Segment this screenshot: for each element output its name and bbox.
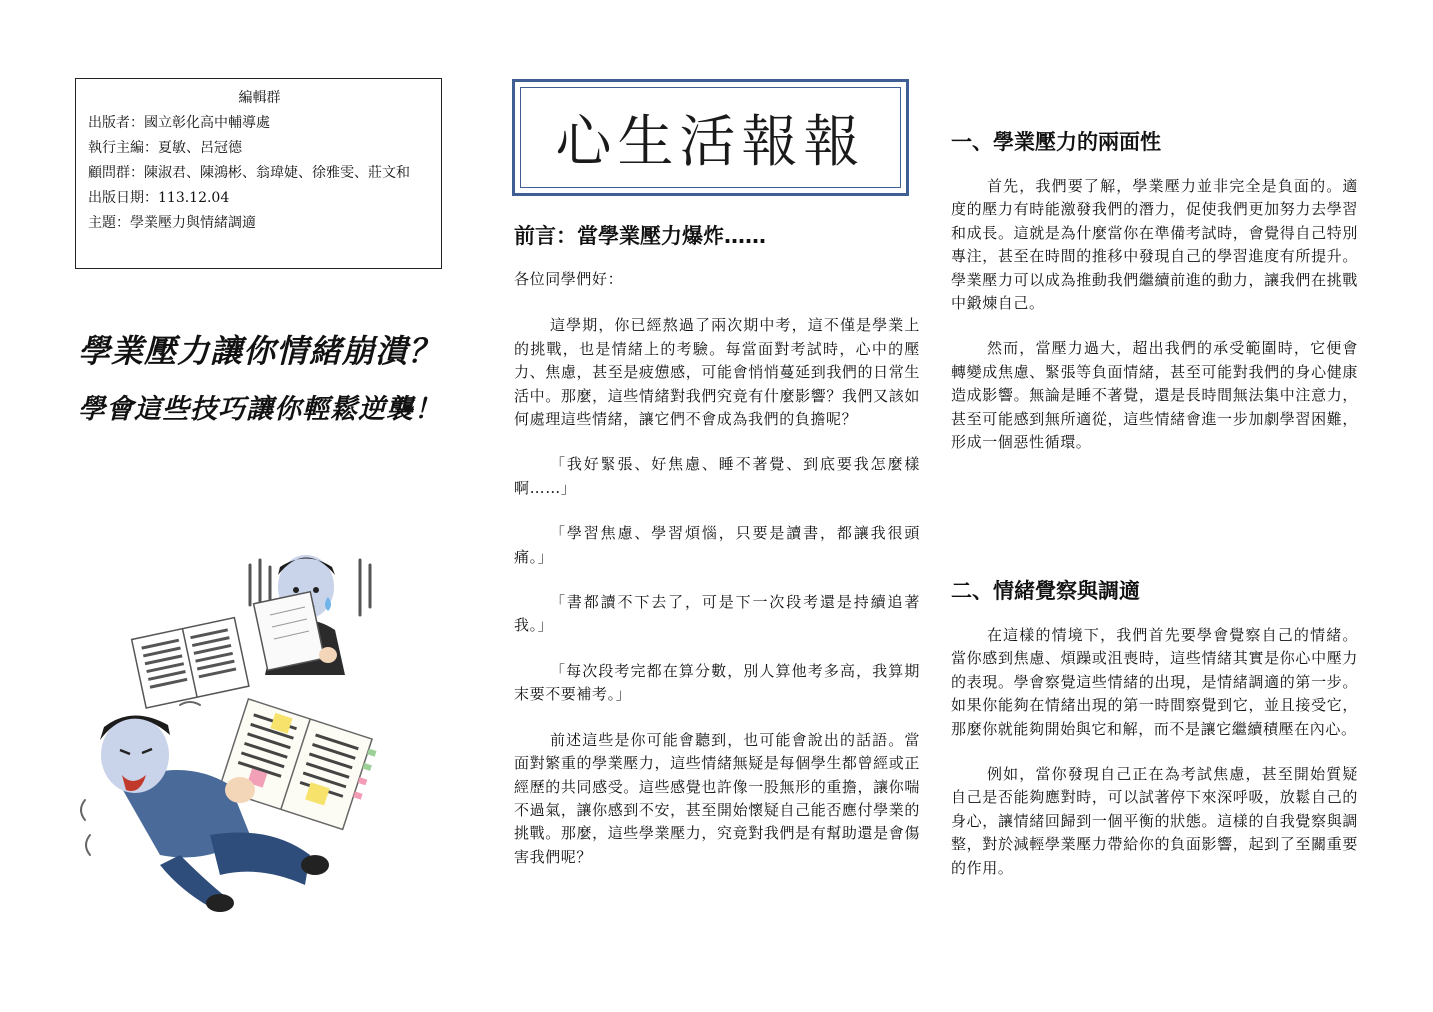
section2-paragraph-1: 在這樣的情境下，我們首先要學會覺察自己的情緒。當你感到焦慮、煩躁或沮喪時，這些情緒其實是你心中壓力的表現。學會察覺這些情緒的出現，是情緒調適的第一步。如果你能夠在情緒出現的第一時間察覺到它，並且接受它，那麼你就能夠開始與它和解，而不是讓它繼續積壓在內心。 [951, 626, 1358, 738]
preface-quote-4: 「每次段考完都在算分數，別人算他考多高，我算期末要不要補考。」 [514, 661, 920, 704]
editorial-publisher: 出版者：國立彰化高中輔導處 [88, 115, 270, 131]
editorial-advisors: 顧問群：陳淑君、陳鴻彬、翁瑋婕、徐雅雯、莊文和 [88, 165, 410, 181]
editorial-box [75, 78, 442, 269]
open-book-figure [132, 618, 249, 708]
preface-greeting: 各位同學們好： [514, 270, 624, 288]
preface-quote-3: 「書都讀不下去了，可是下一次段考還是持續追著我。」 [514, 593, 920, 635]
headline-sub: 學會這些技巧讓你輕鬆逆襲！ [78, 394, 442, 425]
section1-paragraph-1: 首先，我們要了解，學業壓力並非完全是負面的。適度的壓力有時能激發我們的潛力，促使我們更加努力去學習和成長。這就是為什麼當你在準備考試時，會覺得自己特別專注，甚至在時間的推移中發現自己的學習進度有所提升。學業壓力可以成為推動我們繼續前進的動力，讓我們在挑戰中鍛煉自己。 [951, 177, 1358, 313]
section2-body [951, 624, 1358, 880]
editorial-heading: 編輯群 [238, 90, 281, 106]
notebook-figure [219, 699, 380, 832]
preface-paragraph-1: 這學期，你已經熬過了兩次期中考，這不僅是學業上的挑戰，也是情緒上的考驗。每當面對考試時，心中的壓力、焦慮，甚至是疲憊感，可能會悄悄蔓延到我們的日常生活中。那麼，這些情緒對我們究竟有什麼影響？我們又該如何處理這些情緒，讓它們不會成為我們的負擔呢？ [514, 316, 920, 429]
masthead-inner-frame [520, 87, 901, 188]
preface-body [514, 268, 920, 869]
editorial-date: 出版日期：113.12.04 [88, 190, 230, 206]
editorial-chief-editor: 執行主編：夏敏、呂冠德 [88, 140, 242, 156]
preface-paragraph-2: 前述這些是你可能會聽到，也可能會說出的話語。當面對繁重的學業壓力，這些情緒無疑是每個學生都曾經或正經歷的共同感受。這些感覺也許像一股無形的重擔，讓你喘不過氣，讓你感到不安，甚至開始懷疑自己能否應付學業的挑戰。那麼，這些學業壓力，究竟對我們是有幫助還是會傷害我們呢？ [514, 730, 920, 866]
worried-student-figure [254, 555, 345, 675]
section1-body [951, 175, 1358, 454]
preface-heading: 前言：當學業壓力爆炸…… [514, 224, 766, 248]
stressed-students-illustration [60, 535, 470, 915]
preface-quote-1: 「我好緊張、好焦慮、睡不著覺、到底要我怎麼樣啊……」 [514, 455, 920, 497]
section2-paragraph-2: 例如，當你發現自己正在為考試焦慮，甚至開始質疑自己是否能夠應對時，可以試著停下來深呼吸，放鬆自己的身心，讓情緒回歸到一個平衡的狀態。這樣的自我覺察與調整，對於減輕學業壓力帶給你的負面影響，起到了至關重要的作用。 [951, 765, 1358, 877]
section1-heading: 一、學業壓力的兩面性 [951, 130, 1161, 154]
editorial-topic: 主題：學業壓力與情緒調適 [88, 215, 256, 231]
masthead-title: 心生活報報 [555, 109, 866, 175]
headline-main: 學業壓力讓你情緒崩潰？ [78, 332, 442, 370]
masthead [512, 79, 909, 196]
section2-heading: 二、情緒覺察與調適 [951, 579, 1140, 603]
preface-quote-2: 「學習焦慮、學習煩惱，只要是讀書，都讓我很頭痛。」 [514, 524, 920, 566]
section1-paragraph-2: 然而，當壓力過大，超出我們的承受範圍時，它便會轉變成焦慮、緊張等負面情緒，甚至可能對我們的身心健康造成影響。無論是睡不著覺，還是長時間無法集中注意力，甚至可能感到無所適從，這些情緒會進一步加劇學習困難，形成一個惡性循環。 [951, 339, 1358, 452]
